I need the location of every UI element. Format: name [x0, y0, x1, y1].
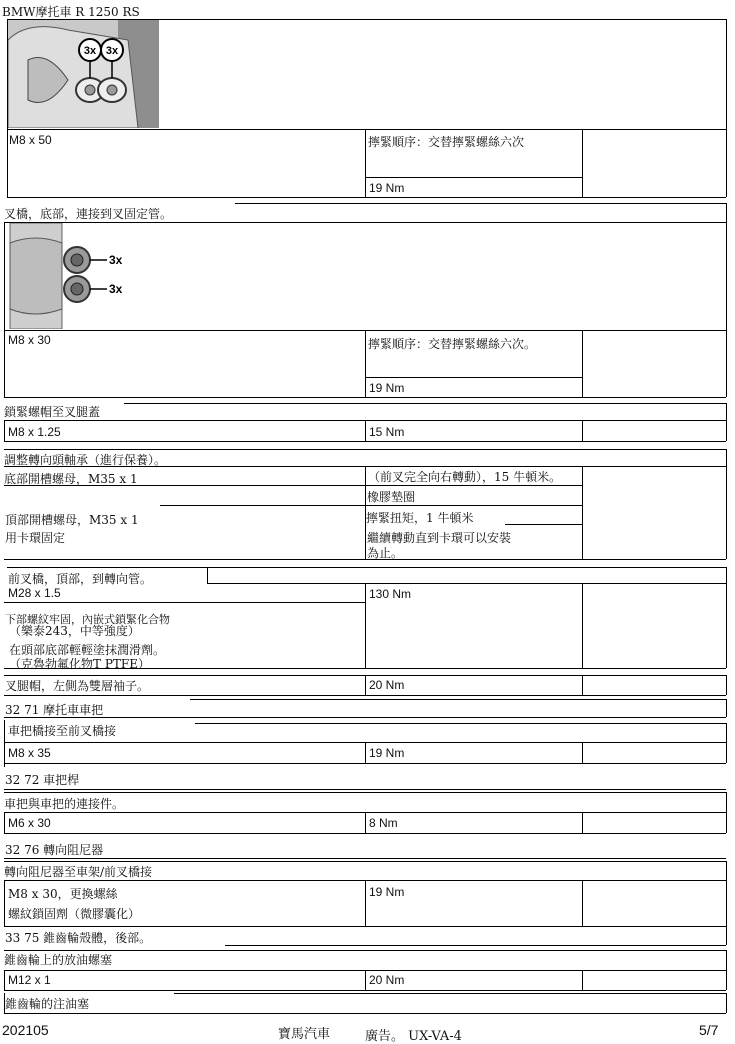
section-heading: 前叉橋，頂部，到轉向管。: [8, 572, 153, 586]
spec-cell: M8 x 30，更換螺絲: [8, 887, 118, 901]
fork-bridge-top-illustration: [8, 20, 159, 128]
spec-cell: 叉腿帽，左側為雙層袖子。: [5, 679, 150, 693]
spec-cell: M8 x 35: [8, 746, 51, 760]
note-cell: 下部螺紋牢固，內嵌式鎖緊化合物: [5, 613, 170, 626]
section-heading: 調整轉向頭軸承（進行保養）。: [4, 453, 167, 467]
spec-cell: 螺紋鎖固劑（微膠囊化）: [8, 907, 141, 921]
fork-bridge-bottom-illustration: [5, 223, 135, 329]
spec-cell: M8 x 50: [9, 133, 52, 147]
spec-cell: M12 x 1: [8, 973, 51, 987]
torque-cell: 19 Nm: [369, 746, 405, 760]
torque-cell: 19 Nm: [369, 381, 405, 395]
note-cell: 在頭部底部輕輕塗抹潤滑劑。: [9, 643, 166, 657]
section-heading: 轉向阻尼器至車架/前叉橋接: [4, 865, 153, 879]
note-cell: 橡膠墊圈: [367, 490, 416, 504]
figure-callout-label: 3x: [83, 45, 97, 57]
note-cell: （克魯勃氟化物T PTFE）: [9, 657, 150, 671]
figure-callout-label: 3x: [109, 253, 123, 267]
note-cell: （樂泰243，中等強度）: [9, 624, 140, 638]
torque-cell: 130 Nm: [369, 587, 412, 601]
footer-company: 寶馬汽車: [278, 1027, 331, 1042]
spec-cell: M28 x 1.5: [8, 586, 61, 600]
note-cell: 擰緊順序：交替擰緊螺絲六次: [368, 135, 525, 149]
footer-code: 202105: [2, 1022, 49, 1038]
spec-cell: 用卡環固定: [5, 531, 66, 545]
section-heading: 車把與車把的連接件。: [4, 797, 125, 811]
section-heading: 鎖緊螺帽至叉腿蓋: [4, 405, 101, 419]
figure-callout-label: 3x: [105, 45, 119, 57]
footer-ad: 廣告。 UX-VA-4: [365, 1029, 462, 1044]
spec-cell: M8 x 1.25: [8, 425, 61, 439]
section-heading: 33 75 錐齒輪殼體，後部。: [5, 931, 152, 945]
spec-cell: M6 x 30: [8, 816, 51, 830]
spec-cell: 底部開槽螺母，M35 x 1: [4, 472, 138, 486]
note-cell: 繼續轉動直到卡環可以安裝: [367, 531, 512, 545]
section-heading: 32 72 車把桿: [5, 773, 80, 787]
section-heading: 錐齒輪的注油塞: [5, 997, 90, 1011]
torque-cell: 20 Nm: [369, 973, 405, 987]
document-title: BMW摩托車 R 1250 RS: [2, 5, 140, 19]
torque-cell: 8 Nm: [369, 816, 398, 830]
torque-cell: 19 Nm: [369, 181, 405, 195]
spec-cell: M8 x 30: [8, 333, 51, 347]
note-cell: 擰緊順序：交替擰緊螺絲六次。: [368, 337, 537, 351]
note-cell: 擰緊扭矩，1 牛頓米: [366, 511, 474, 525]
torque-cell: 15 Nm: [369, 425, 405, 439]
note-cell: 為止。: [367, 546, 404, 560]
torque-cell: 19 Nm: [369, 885, 405, 899]
section-heading: 錐齒輪上的放油螺塞: [4, 953, 113, 967]
section-heading: 32 71 摩托車車把: [5, 703, 104, 717]
figure-callout-label: 3x: [109, 282, 123, 296]
page-number: 5/7: [699, 1022, 719, 1038]
section-heading: 車把橋接至前叉橋接: [8, 724, 117, 738]
section-heading: 叉橋，底部，連接到叉固定管。: [4, 207, 173, 221]
torque-cell: 20 Nm: [369, 678, 405, 692]
spec-cell: 頂部開槽螺母，M35 x 1: [5, 513, 139, 527]
section-heading: 32 76 轉向阻尼器: [5, 843, 104, 857]
note-cell: （前叉完全向右轉動），15 牛頓米。: [368, 470, 562, 484]
